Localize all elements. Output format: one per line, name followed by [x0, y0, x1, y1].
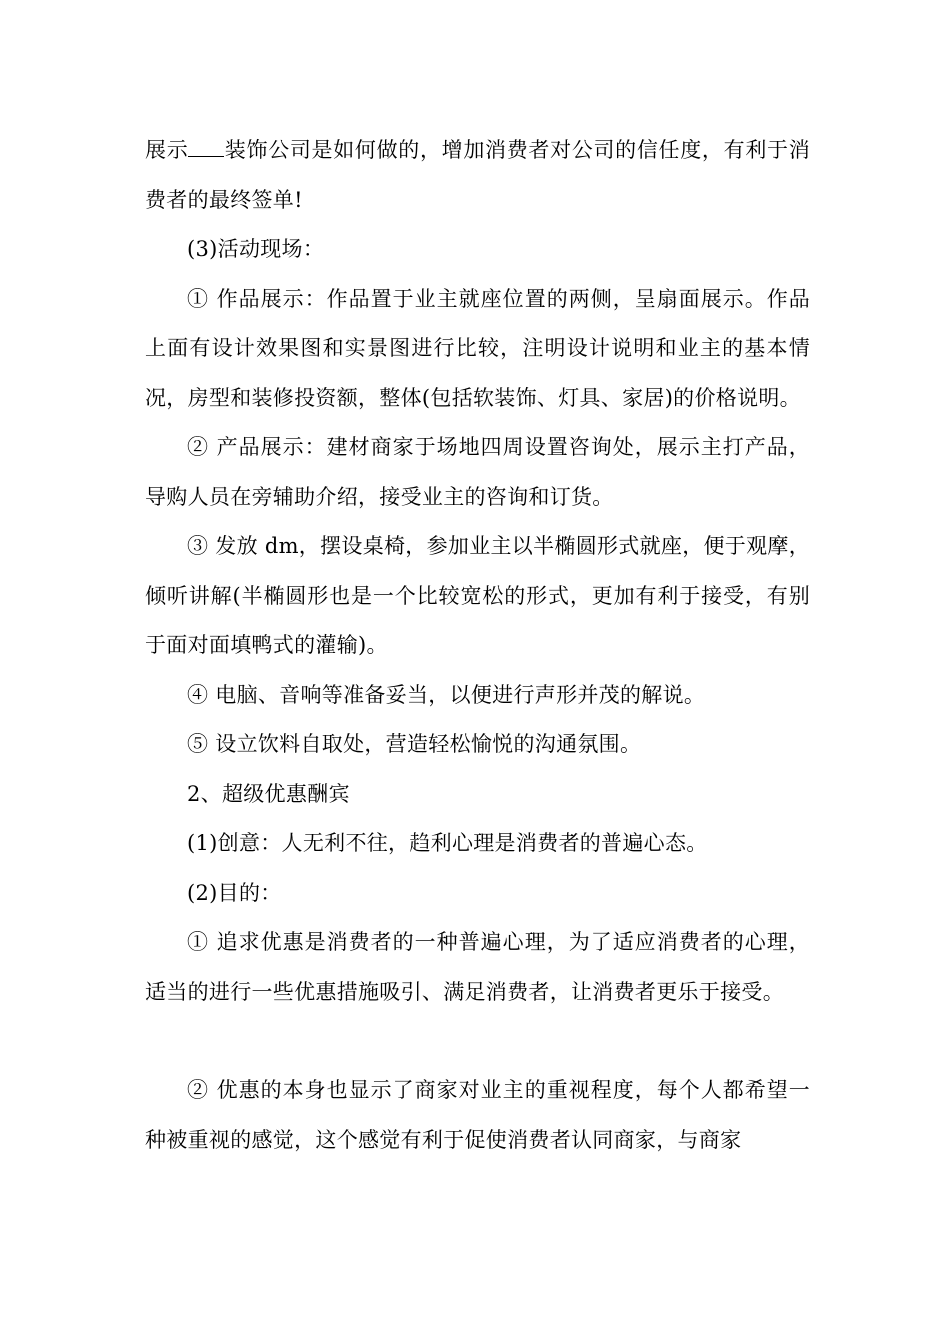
paragraph-purpose-two: ② 优惠的本身也显示了商家对业主的重视程度，每个人都希望一种被重视的感觉，这个感觉有利于促使消费者认同商家，与商家 [145, 1078, 810, 1152]
paragraph-works-display: ① 作品展示：作品置于业主就座位置的两侧，呈扇面展示。作品上面有设计效果图和实景图进行比较，注明设计说明和业主的基本情况，房型和装修投资额，整体(包括软装饰、灯具、家居)的价格说明。 [145, 286, 810, 410]
paragraph-text: 装饰公司是如何做的，增加消费者对公司的信任度，有利于消费者的最终签单! [145, 138, 810, 212]
paragraph-dm-seating: ③ 发放 dm，摆设桌椅，参加业主以半椭圆形式就座，便于观摩，倾听讲解(半椭圆形也是一个比较宽松的形式，更加有利于接受，有别于面对面填鸭式的灌输)。 [145, 534, 811, 657]
heading-super-discount: 2、超级优惠酬宾 [187, 781, 350, 806]
paragraph-beverage: ⑤ 设立饮料自取处，营造轻松愉悦的沟通氛围。 [187, 732, 642, 756]
paragraph-product-display: ② 产品展示：建材商家于场地四周设置咨询处，展示主打产品，导购人员在旁辅助介绍，接受业主的咨询和订货。 [145, 435, 810, 509]
paragraph-purpose-one: ① 追求优惠是消费者的一种普遍心理，为了适应消费者的心理，适当的进行一些优惠措施吸引、满足消费者，让消费者更乐于接受。 [145, 930, 810, 1004]
paragraph-text: 展示 [145, 138, 189, 162]
paragraph-creative: (1)创意：人无利不往，趋利心理是消费者的普遍心态。 [187, 831, 708, 855]
paragraph-display-intro [145, 126, 810, 225]
blank-underline [188, 134, 224, 157]
paragraph-gap [145, 1017, 810, 1066]
heading-purpose: (2)目的： [187, 880, 282, 905]
paragraph-equipment: ④ 电脑、音响等准备妥当，以便进行声形并茂的解说。 [187, 682, 706, 707]
heading-event-site: (3)活动现场： [187, 237, 325, 261]
document-body [145, 126, 810, 1165]
